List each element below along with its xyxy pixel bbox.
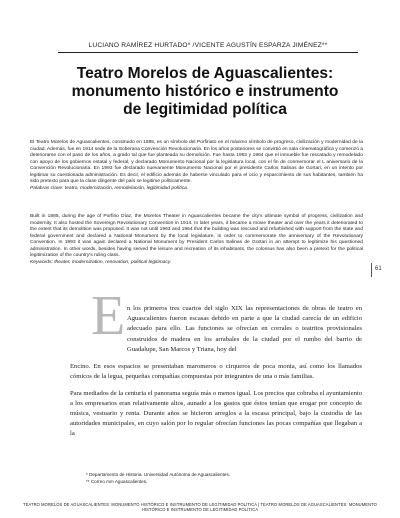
footnote-2: ** Correo mm Aguascalientes. xyxy=(86,479,148,485)
running-footer: TEATRO MORELOS DE AGUASCALIENTES: MONUMENTO HISTÓRICO E INSTRUMENTO DE LEGITIMIDAD POLÍTICA | TEATRO MORELOS DE AGUASCALIENTES: MONUMENTO HISTÓRICO E INSTRUMENTO DE LEGITIMIDAD POLÍTICA xyxy=(23,502,377,512)
authors-line: LUCIANO RAMÍREZ HURTADO* /VICENTE AGUSTÍN ESPARZA JIMÉNEZ** xyxy=(88,42,328,49)
body-paragraph-2: Para mediados de la centuria el panorama seguía más o menos igual. Los precios que cobraba el ayuntamiento a los empresarios eran relativamente altos, aunado a los gastos que éstos tenían que erogar por concepto de música, vestuario y renta. Durante años se hicieron arreglos a la escasa principal, bajo la custodia de las autoridades municipales, en cuyo salón por lo regular ofrecían funciones las pocas compañías que llegaban a la xyxy=(70,389,362,438)
footnote-1: * Departamento de Historia. Universidad Autónoma de Aguascalientes. xyxy=(86,472,231,477)
body-opening-lines: n los primeros tres cuartos del siglo XIX las representaciones de obras de teatro en Aguascalientes fueron escasas debido en parte a que la ciudad carecía de un edificio adecuado para ello. Las funciones se ofrecían en corrales o teatritos provisionales construidos de madera en los arrabales de la ciudad por el rumbo del barrio de Guadalupe, San Marcos y Triana, hoy del xyxy=(127,305,362,353)
footnotes xyxy=(86,471,362,485)
abstract-english xyxy=(30,214,363,266)
abstract-english-text: Built in 1885, during the age of Porfirio Díaz, the Morelos Theater in Aguascalientes became the city's ultimate symbol of progress, civilization and modernity. It also hosted the Sovereign Revolutionary Convention in 1914. In later years, it became a movie theater and over the years it deteriorated to the extent that its demolition was proposed. It was not until 1963 and 1964 that the building was rescued and refurbished with support from the state and federal government and declared a National Monument by the local legislature, in order to commemorate the anniversary of the Revolutionary Convention. In 1993 it was again declared a National Monument by President Carlos Salinas de Gortari in an attempt to legitimize his questioned administration. In other words, besides having served the leisure and recreation of its inhabitants, the colossus has also been a pretext for the political legitimization of the country's ruling class. xyxy=(30,214,363,259)
title-line-3: de legitimidad política xyxy=(123,101,287,118)
page-number-bar xyxy=(371,263,372,277)
abstract-spanish xyxy=(30,140,363,192)
abstract-spanish-text: El Teatro Morelos de Aguascalientes, construido en 1885, es un símbolo del Porfiriato en el máximo símbolo de progreso, civilización y modernidad de la ciudad. Además, fue en 1914 sede de la Soberana Convención Revolucionaria. En los años posteriores se convirtió en sala cinematográfica y comenzó a deteriorarse con el paso de los años, a grado tal que fue planteada su demolición. Fue hasta 1963 y 1964 que el inmueble fue rescatado y remodelado con apoyo de los gobiernos estatal y federal, y declarado Monumento Nacional por la legislatura local, con el fin de conmemorar el L aniversario de la Convención Revolucionaria. En 1993 fue declarado nuevamente Monumento Nacional por el presidente Carlos Salinas de Gortari, en un intento por legitimar su cuestionada administración. Es decir, el edificio además de haberse vinculado para el ocio y esparcimiento de sus habitantes, también ha sido pretexto para que la clase dirigente del país se legitime políticamente. xyxy=(30,140,363,185)
keywords-spanish: Palabras clave: teatro, modernización, remodelación, legitimidad política. xyxy=(30,185,189,191)
article-title xyxy=(50,65,360,119)
header-rule xyxy=(58,52,358,53)
title-line-2: monumento histórico e instrumento xyxy=(71,83,339,100)
body-paragraph-1-rest: Encino. En esos espacios se presentaban maromeros o cirqueros de poca monta, así como los llamados cómicos de la legua, pequeñas compañías compuestas por integrantes de una o más familias. xyxy=(70,362,362,380)
body-text xyxy=(70,355,362,446)
page-number: 61 xyxy=(375,266,382,272)
keywords-english: Keywords: theater, modernization, renovation, political legitimacy. xyxy=(30,259,172,265)
title-line-1: Teatro Morelos de Aguascalientes: xyxy=(76,65,334,82)
drop-cap: E xyxy=(91,285,126,347)
